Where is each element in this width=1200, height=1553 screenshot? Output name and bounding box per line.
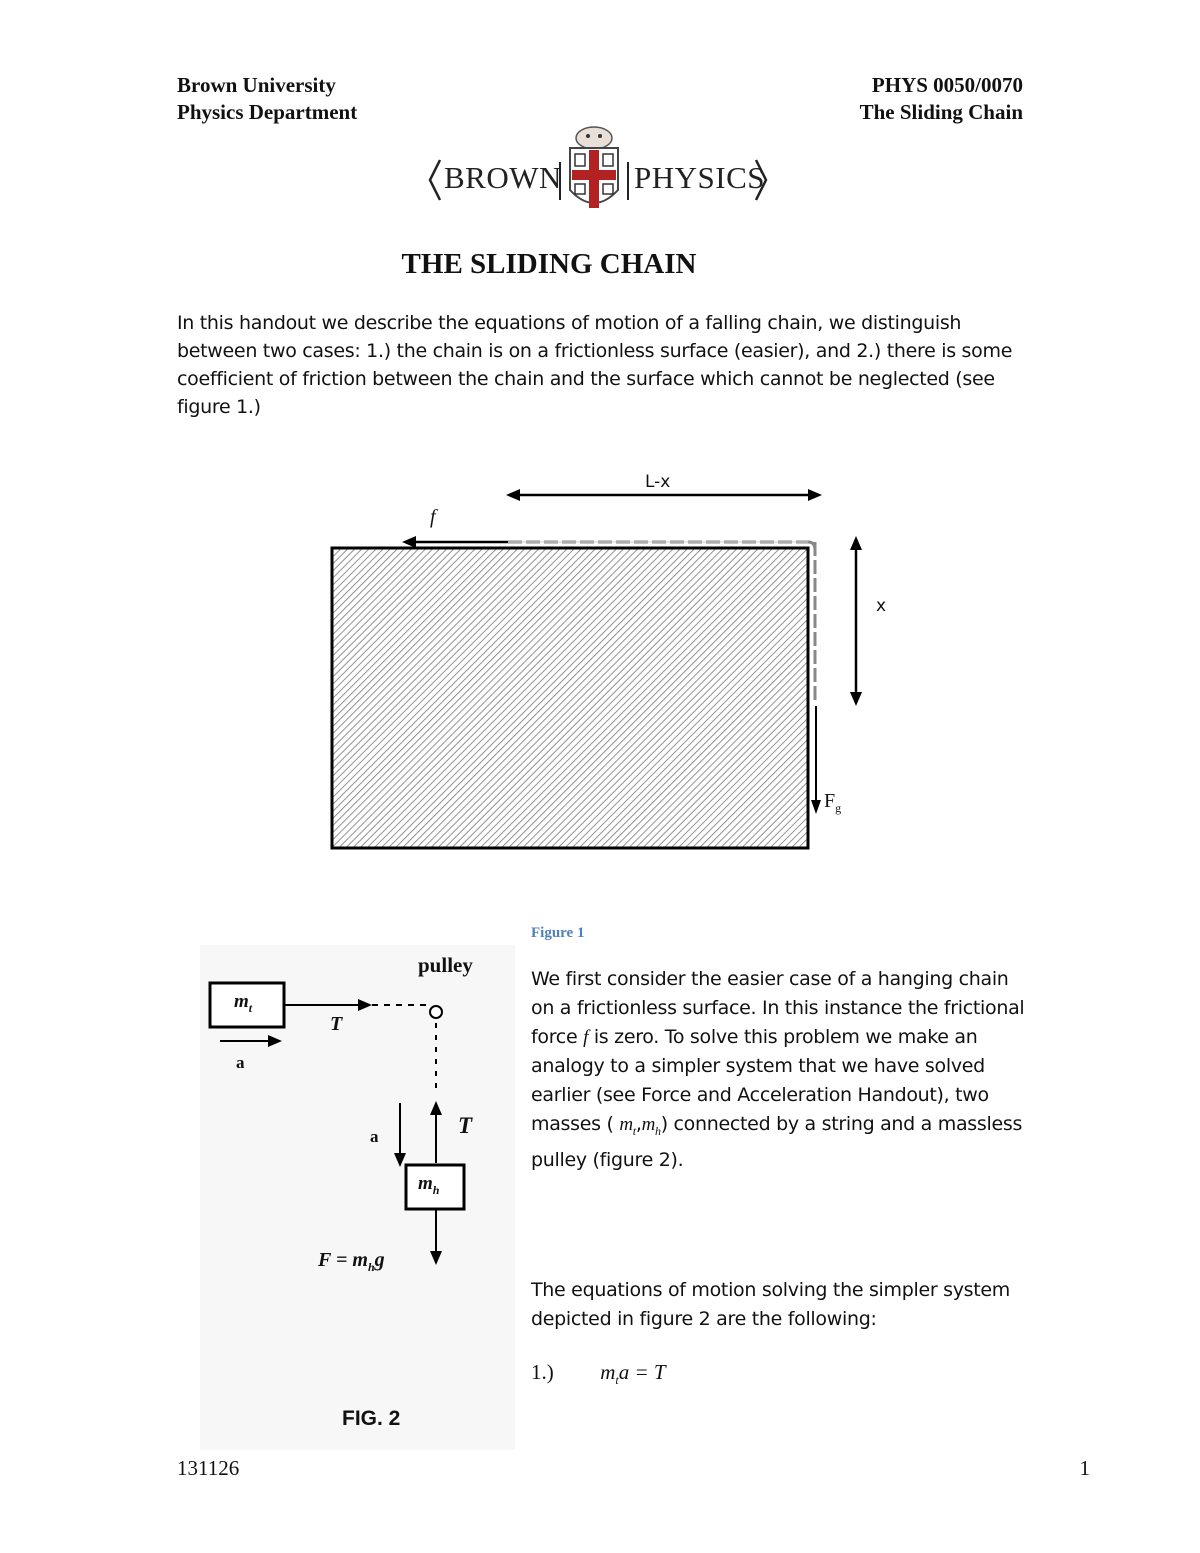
para1-text-a: We first consider the easier case of a hanging chain on a frictionless surface. In this instance the frictional force bbox=[531, 968, 1025, 1048]
label-tension-vertical: T bbox=[458, 1113, 473, 1138]
equations-intro-paragraph: The equations of motion solving the simpler system depicted in figure 2 are the following: bbox=[531, 1279, 1011, 1330]
label-weight: $F = m_hg$ bbox=[318, 1249, 385, 1274]
logo-word-physics: PHYSICS bbox=[634, 160, 765, 195]
figure-2-diagram bbox=[200, 945, 515, 1450]
left-angle-icon bbox=[430, 160, 440, 200]
equation-1-body: $m_ta = T$ bbox=[600, 1360, 666, 1388]
brown-physics-logo bbox=[428, 124, 768, 216]
table-block bbox=[332, 548, 808, 848]
label-pulley: pulley bbox=[418, 953, 473, 977]
department-name: Physics Department bbox=[177, 100, 358, 124]
label-l-minus-x: L-x bbox=[645, 472, 671, 492]
footer-date-code: 131126 bbox=[177, 1456, 240, 1480]
para1-text-b: is zero. To solve this problem we make an analogy to a simpler system that we have solved earlier (see Force and Acceleration Handout), two masses ( bbox=[531, 1026, 989, 1135]
header-left bbox=[177, 72, 357, 126]
mass-h-symbol: $m_h$ bbox=[641, 1114, 661, 1138]
intro-paragraph: In this handout we describe the equations of motion of a falling chain, we distinguish between two cases: 1.) the chain is on a frictionless surface (easier), and 2.) there is some coefficient of friction between the chain and the surface which cannot be neglected (see figure 1.) bbox=[177, 312, 1013, 418]
equation-1-label: 1.) bbox=[531, 1360, 554, 1384]
label-accel-vertical: a bbox=[370, 1127, 379, 1146]
label-gravity-force: $F_g$ bbox=[824, 790, 842, 815]
label-mass-t: $m_t$ bbox=[234, 991, 253, 1015]
analogy-paragraph: We first consider the easier case of a hanging chain on a frictionless surface. In this instance the frictional force f is zero. To solve this problem we make an analogy to a simpler system that we have solved earlier (see Force and Acceleration Handout), two masses ( $m_t,m_h$) connected by a string and a massless pulley (figure 2). bbox=[531, 968, 1025, 1171]
mass-t-symbol: $m_t$ bbox=[619, 1114, 636, 1138]
friction-symbol: f bbox=[583, 1027, 589, 1048]
label-friction: f bbox=[430, 506, 436, 528]
figure-2 bbox=[200, 945, 515, 1450]
equation-1 bbox=[531, 1360, 666, 1388]
pulley-icon bbox=[430, 1006, 442, 1018]
university-name: Brown University bbox=[177, 73, 336, 97]
label-x: x bbox=[876, 596, 887, 616]
page-title: THE SLIDING CHAIN bbox=[401, 248, 697, 280]
header-right bbox=[860, 72, 1023, 126]
label-tension-horizontal: T bbox=[330, 1013, 343, 1035]
course-number: PHYS 0050/0070 bbox=[871, 73, 1023, 97]
label-accel-horizontal: a bbox=[236, 1053, 245, 1072]
figure-1-caption: Figure 1 bbox=[531, 925, 585, 941]
page-number: 1 bbox=[1079, 1456, 1090, 1480]
para1-text-c: ) connected by a string and a massless pulley (figure 2). bbox=[531, 1113, 1023, 1171]
bear-icon bbox=[576, 127, 612, 149]
figure-1 bbox=[320, 470, 920, 870]
logo-word-brown: BROWN bbox=[444, 160, 562, 195]
label-mass-h: $m_h$ bbox=[418, 1173, 440, 1197]
figure-2-caption: FIG. 2 bbox=[342, 1407, 401, 1430]
handout-name: The Sliding Chain bbox=[859, 100, 1023, 124]
